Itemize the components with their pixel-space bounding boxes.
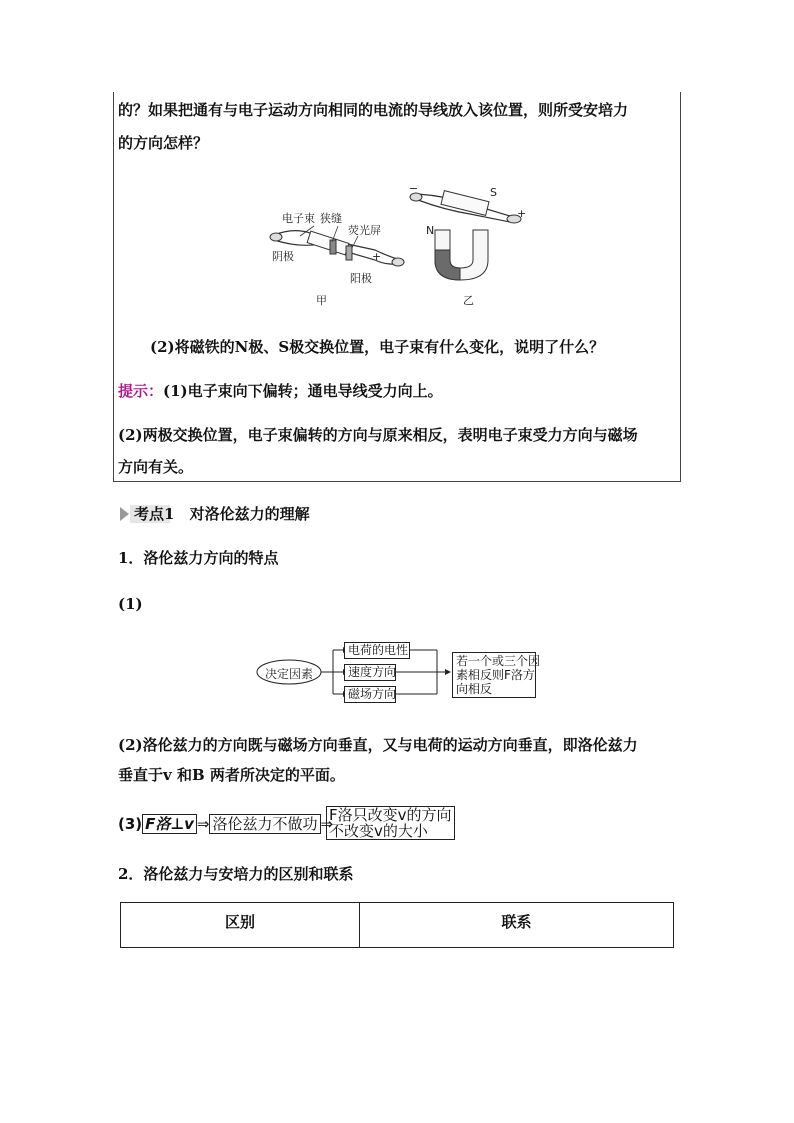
result-line-2: 素相反则F洛方 bbox=[456, 668, 535, 682]
nowork-box: 洛伦兹力不做功 bbox=[209, 814, 320, 834]
caption-b: 乙 bbox=[463, 294, 474, 307]
result-box bbox=[452, 652, 541, 698]
label-screen: 荧光屏 bbox=[348, 224, 381, 237]
result-line-1: 若一个或三个因 bbox=[456, 654, 541, 668]
intro-line-2: 的方向怎样？ bbox=[118, 134, 209, 152]
arrow-1: ⇒ bbox=[196, 815, 210, 833]
comparison-table bbox=[120, 902, 674, 948]
label-electron-beam: 电子束 bbox=[282, 212, 315, 225]
question-2: (2)将磁铁的N极、S极交换位置，电子束有什么变化，说明了什么？ bbox=[150, 338, 605, 356]
hint-text-1: (1)电子束向下偏转；通电导线受力向上。 bbox=[163, 382, 443, 400]
caption-a: 甲 bbox=[316, 294, 327, 307]
label-n-pole: N bbox=[426, 224, 435, 237]
label-plus-a: + bbox=[372, 250, 382, 263]
factors-label: 决定因素 bbox=[265, 667, 314, 681]
effect-line-2: 不改变v的大小 bbox=[329, 822, 428, 840]
velocity-box: 速度方向 bbox=[344, 664, 396, 681]
subheading-2: 2．洛伦兹力与安培力的区别和联系 bbox=[118, 865, 354, 883]
item-2-line-b: 垂直于v 和B 两者所决定的平面。 bbox=[118, 766, 345, 784]
subheading-1: 1．洛伦兹力方向的特点 bbox=[118, 549, 279, 567]
intro-line-1: 的？如果把通有与电子运动方向相同的电流的导线放入该位置，则所受安培力 bbox=[118, 101, 629, 119]
hint-text-2b: 方向有关。 bbox=[118, 458, 194, 476]
label-plus-b: + bbox=[517, 207, 527, 220]
section-arrow-icon bbox=[120, 507, 129, 521]
item-3-prefix: (3) bbox=[118, 815, 143, 833]
item-2-line-a: (2)洛伦兹力的方向既与磁场方向垂直，又与电荷的运动方向垂直，即洛伦兹力 bbox=[118, 736, 638, 754]
experiment-figure bbox=[260, 180, 560, 310]
effect-box bbox=[326, 806, 455, 840]
label-slit: 狭缝 bbox=[320, 212, 342, 225]
header-connection: 联系 bbox=[360, 903, 674, 948]
header-difference: 区别 bbox=[121, 903, 360, 948]
hint-label: 提示： bbox=[118, 382, 164, 400]
section-tag: 考点1 bbox=[134, 505, 175, 523]
effect-line-1: F洛只改变v的方向 bbox=[329, 806, 452, 824]
hint-text-2a: (2)两极交换位置，电子束偏转的方向与原来相反，表明电子束受力方向与磁场 bbox=[118, 426, 638, 444]
label-s-pole: S bbox=[490, 186, 497, 199]
charge-box: 电荷的电性 bbox=[344, 642, 410, 659]
label-minus-b: − bbox=[409, 182, 419, 195]
label-anode: 阳极 bbox=[350, 272, 372, 285]
field-box: 磁场方向 bbox=[344, 686, 396, 703]
item-3 bbox=[118, 814, 333, 834]
section-title: 对洛伦兹力的理解 bbox=[189, 505, 310, 523]
arrow-2: ⇒ bbox=[320, 815, 334, 833]
label-cathode: 阴极 bbox=[272, 250, 294, 263]
item-1-label: (1) bbox=[118, 595, 143, 613]
table-header-row bbox=[121, 903, 674, 948]
perp-box: F洛⊥v bbox=[142, 814, 197, 834]
result-line-3: 向相反 bbox=[456, 682, 493, 696]
